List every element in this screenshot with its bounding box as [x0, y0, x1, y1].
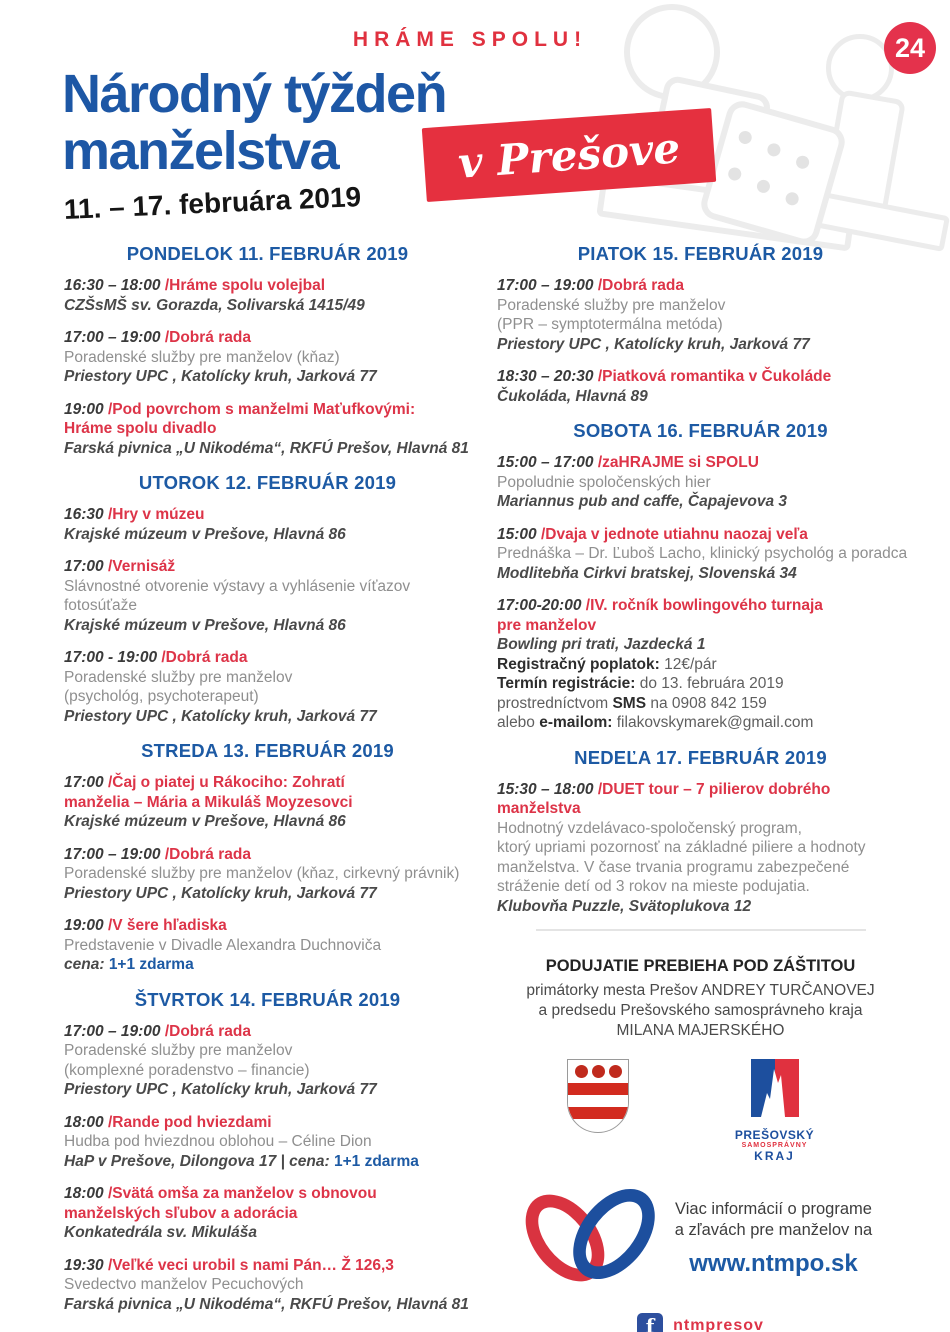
- event-text-plain: do 13. februára 2019: [639, 675, 784, 692]
- event-line: [497, 694, 904, 714]
- event-text-plain: 12€/pár: [664, 655, 717, 673]
- event-text-title: /Pod povrchom s manželmi Maťufkovými:: [107, 400, 416, 418]
- event-line: [497, 564, 904, 584]
- event-item: [64, 845, 471, 904]
- event-text-time: 15:30 – 18:00: [497, 780, 598, 798]
- 24-media-logo: 24: [884, 22, 936, 74]
- event-text-title: /Dobrá rada: [597, 277, 684, 294]
- event-text-desc: Poradenské služby pre manželov (kňaz, cirkevný právnik): [64, 865, 460, 882]
- event-text-title: /Dobrá rada: [164, 329, 251, 346]
- event-line: [64, 793, 471, 813]
- event-text-loc: Priestory UPC , Katolícky kruh, Jarková 77: [64, 368, 377, 385]
- event-text-title: /Dobrá rada: [164, 1022, 251, 1040]
- event-text-time: 18:00: [64, 1185, 108, 1202]
- event-text-desc: Prednáška – Dr. Ľuboš Lacho, klinický psychológ a poradca: [497, 545, 908, 562]
- event-text-title: pre manželov: [497, 616, 597, 634]
- event-line: [64, 1061, 471, 1081]
- event-line: [64, 400, 471, 420]
- event-text-time: 17:00 – 19:00: [497, 277, 598, 294]
- event-line: [64, 525, 471, 545]
- event-item: [64, 1184, 471, 1243]
- event-text-title: /Svätá omša za manželov s obnovou: [107, 1185, 377, 1202]
- event-text-bold: SMS: [612, 694, 651, 712]
- event-text-time: 17:00 – 19:00: [64, 1022, 165, 1040]
- poster-title: [62, 66, 446, 180]
- info-text: [675, 1199, 872, 1278]
- event-text-time: 19:30: [64, 1256, 108, 1274]
- event-line: [497, 367, 904, 387]
- event-line: [64, 707, 471, 727]
- event-line: [497, 799, 904, 819]
- event-text-loc: Priestory UPC , Katolícky kruh, Jarková 77: [64, 707, 377, 725]
- event-text-desc: Slávnostné otvorenie výstavy a vyhlásenie víťazov: [64, 577, 411, 595]
- event-line: [497, 897, 904, 917]
- event-text-title: /Vernisáž: [107, 558, 176, 575]
- event-item: [497, 276, 904, 354]
- event-text-loc: Farská pivnica „U Nikodéma“, RKFÚ Prešov, Hlavná 81: [64, 1295, 469, 1313]
- event-text-blue: 1+1 zdarma: [333, 1152, 419, 1170]
- event-text-loc: Priestory UPC , Katolícky kruh, Jarková 77: [64, 884, 377, 902]
- event-line: [64, 577, 471, 597]
- event-text-bold: Registračný poplatok:: [497, 655, 665, 673]
- event-line: [64, 1152, 471, 1172]
- event-item: [497, 367, 904, 406]
- event-line: [497, 296, 904, 316]
- event-text-title: manželských sľubov a adorácia: [64, 1204, 298, 1222]
- event-text-title: /DUET tour – 7 pilierov dobrého: [597, 780, 831, 798]
- event-item: [64, 557, 471, 635]
- day-header: PONDELOK 11. FEBRUÁR 2019: [126, 243, 409, 264]
- event-text-title: manželia – Mária a Mikuláš Moyzesovci: [64, 793, 353, 811]
- event-line: [497, 473, 904, 493]
- event-line: [497, 713, 904, 733]
- event-text-desc: Poradenské služby pre manželov: [64, 1042, 293, 1059]
- psk-region-logo: [715, 1059, 835, 1163]
- event-line: [497, 492, 904, 512]
- event-text-desc: Hudba pod hviezdnou oblohou – Céline Dion: [64, 1133, 372, 1150]
- facebook-row: [497, 1313, 904, 1332]
- patronage-line: a predsedu Prešovského samosprávneho kraja: [538, 1002, 863, 1019]
- event-text-time: 15:00: [497, 525, 541, 543]
- event-text-time: 19:00: [64, 917, 108, 934]
- event-line: [64, 505, 471, 525]
- event-line: [497, 838, 904, 858]
- event-text-bold: e-mailom:: [539, 714, 617, 731]
- event-line: [497, 315, 904, 335]
- event-item: [64, 400, 471, 459]
- event-text-time: 17:00 – 19:00: [64, 845, 165, 863]
- event-text-title: /IV. ročník bowlingového turnaja: [585, 597, 823, 614]
- event-text-loc: Konkatedrála sv. Mikuláša: [64, 1224, 257, 1241]
- event-line: [64, 557, 471, 577]
- event-text-time: 17:00: [64, 774, 108, 791]
- event-line: [497, 780, 904, 800]
- event-line: [64, 1132, 471, 1152]
- event-line: [64, 596, 471, 616]
- event-line: [497, 276, 904, 296]
- event-line: [64, 1022, 471, 1042]
- column-left: [64, 243, 471, 1332]
- event-item: [64, 505, 471, 544]
- event-line: [64, 1113, 471, 1133]
- event-text-loc: Modlitebňa Cirkvi bratskej, Slovenská 34: [497, 564, 797, 582]
- event-line: [64, 1223, 471, 1243]
- event-text-desc: Poradenské služby pre manželov (kňaz): [64, 348, 340, 366]
- event-line: [497, 635, 904, 655]
- event-text-title: /Dvaja v jednote utiahnu naozaj veľa: [540, 525, 808, 543]
- info-line-1: Viac informácií o programe: [675, 1199, 872, 1218]
- event-line: [64, 916, 471, 936]
- event-item: [64, 276, 471, 315]
- event-line: [64, 276, 471, 296]
- event-item: [64, 1256, 471, 1315]
- event-line: [64, 687, 471, 707]
- event-text-time: 18:30 – 20:30: [497, 368, 598, 385]
- day-header: UTOROK 12. FEBRUÁR 2019: [138, 472, 397, 493]
- event-text-title: /Dobrá rada: [164, 845, 251, 863]
- event-text-plain: filakovskymarek@gmail.com: [616, 714, 814, 731]
- event-text-title: /Hráme spolu volejbal: [164, 277, 326, 294]
- event-text-time: 17:00-20:00: [497, 597, 586, 614]
- event-line: [64, 1204, 471, 1224]
- event-text-loc: Krajské múzeum v Prešove, Hlavná 86: [64, 616, 346, 634]
- event-text-time: 16:30 – 18:00: [64, 277, 165, 294]
- event-line: [64, 1256, 471, 1276]
- presov-coat-of-arms-icon: [567, 1059, 629, 1133]
- event-text-desc: (komplexné poradenstvo – financie): [64, 1061, 310, 1079]
- event-text-desc: Poradenské služby pre manželov: [497, 296, 726, 314]
- event-text-bold: Termín registrácie:: [497, 675, 640, 692]
- date-range: 11. – 17. februára 2019: [63, 181, 362, 225]
- info-row: [497, 1179, 904, 1297]
- event-text-plain: na 0908 842 159: [650, 694, 767, 712]
- event-line: [497, 453, 904, 473]
- facebook-handle[interactable]: ntmpresov: [673, 1317, 764, 1332]
- event-line: [497, 674, 904, 694]
- event-item: [64, 328, 471, 387]
- footer: [497, 929, 904, 1332]
- event-text-title: /zaHRAJME si SPOLU: [597, 454, 759, 471]
- psk-logo-text-1: PREŠOVSKÝ: [734, 1128, 815, 1142]
- event-line: [64, 1275, 471, 1295]
- event-text-loc: Krajské múzeum v Prešove, Hlavná 86: [64, 525, 346, 543]
- event-text-loc: cena:: [64, 956, 109, 973]
- event-text-time: 17:00 - 19:00: [64, 649, 162, 666]
- info-line-2: a zľavách pre manželov na: [674, 1220, 873, 1239]
- event-text-time: 19:00: [64, 400, 108, 418]
- day-header: ŠTVRTOK 14. FEBRUÁR 2019: [134, 988, 401, 1010]
- event-text-title: /V šere hľadiska: [107, 917, 227, 934]
- event-text-title: /Čaj o piatej u Rákociho: Zohratí: [107, 774, 345, 791]
- event-line: [64, 296, 471, 316]
- event-text-loc: Mariannus pub and caffe, Čapajevova 3: [497, 493, 787, 510]
- event-line: [497, 877, 904, 897]
- event-item: [64, 773, 471, 832]
- event-line: [497, 858, 904, 878]
- event-line: [64, 773, 471, 793]
- event-line: [64, 884, 471, 904]
- event-line: [64, 348, 471, 368]
- event-text-loc: Farská pivnica „U Nikodéma“, RKFÚ Prešov, Hlavná 81: [64, 439, 469, 457]
- event-item: [497, 453, 904, 512]
- tagline: HRÁME SPOLU!: [352, 28, 588, 51]
- patronage-line: primátorky mesta Prešov ANDREY TURČANOVEJ: [526, 982, 875, 999]
- event-text-title: /Veľké veci urobil s nami Pán… Ž 126,3: [107, 1256, 394, 1274]
- patronage-line: MILANA MAJERSKÉHO: [616, 1022, 785, 1039]
- facebook-icon[interactable]: f: [637, 1313, 663, 1332]
- event-line: [64, 668, 471, 688]
- event-text-title: /Dobrá rada: [161, 649, 248, 666]
- event-item: [497, 525, 908, 584]
- program-content: [0, 243, 950, 1332]
- event-line: [64, 648, 471, 668]
- left-sections: [64, 243, 471, 1314]
- day-header: NEDEĽA 17. FEBRUÁR 2019: [574, 746, 827, 768]
- event-text-loc: Priestory UPC , Katolícky kruh, Jarková 77: [64, 1081, 377, 1098]
- event-line: [64, 1041, 471, 1061]
- event-text-time: 18:00: [64, 1113, 108, 1131]
- event-text-time: 17:00 – 19:00: [64, 329, 165, 346]
- event-text-title: /Piatková romantika v Čukoláde: [597, 368, 832, 385]
- event-line: [497, 819, 904, 839]
- event-line: [64, 419, 471, 439]
- day-header: PIATOK 15. FEBRUÁR 2019: [577, 243, 824, 264]
- event-text-desc: (PPR – symptotermálna metóda): [497, 316, 723, 333]
- event-text-desc: (psychológ, psychoterapeut): [64, 688, 259, 705]
- event-text-desc: Popoludnie spoločenských hier: [497, 473, 711, 491]
- event-text-desc: ktorý upriami pozornosť na základné piliere a hodnoty: [497, 839, 866, 856]
- event-text-loc: HaP v Prešove, Dilongova 17 | cena:: [64, 1152, 334, 1170]
- event-text-title: /Hry v múzeu: [107, 506, 205, 523]
- event-item: [64, 648, 471, 726]
- event-text-desc: Predstavenie v Divadle Alexandra Duchnoviča: [64, 936, 382, 954]
- event-line: [497, 525, 904, 545]
- title-line-2: manželstva: [62, 121, 339, 181]
- event-text-loc: Bowling pri trati, Jazdecká 1: [497, 636, 706, 653]
- event-text-loc: CZŠsMŠ sv. Gorazda, Solivarská 1415/49: [64, 296, 365, 314]
- event-text-desc: Hodnotný vzdelávaco-spoločenský program,: [497, 819, 802, 837]
- event-text-desc: manželstva. V čase trvania programu zabezpečené: [497, 858, 850, 876]
- event-text-loc: Priestory UPC , Katolícky kruh, Jarková 77: [497, 335, 810, 353]
- event-text-loc: Čukoláda, Hlavná 89: [497, 387, 648, 405]
- event-line: [64, 812, 471, 832]
- event-item: [497, 780, 904, 917]
- event-line: [64, 439, 471, 459]
- website-link[interactable]: www.ntmpo.sk: [689, 1249, 858, 1277]
- event-line: [64, 955, 471, 975]
- event-line: [64, 1295, 471, 1315]
- right-sections: [497, 243, 908, 916]
- event-item: [64, 1113, 471, 1172]
- event-text-time: 16:30: [64, 506, 108, 523]
- event-item: [64, 916, 471, 975]
- day-header: STREDA 13. FEBRUÁR 2019: [141, 740, 394, 761]
- event-text-loc: Klubovňa Puzzle, Svätoplukova 12: [497, 897, 752, 915]
- psk-castle-icon: [747, 1059, 803, 1121]
- event-text-title: Hráme spolu divadlo: [64, 420, 217, 437]
- event-line: [64, 845, 471, 865]
- event-text-loc: Krajské múzeum v Prešove, Hlavná 86: [64, 813, 346, 830]
- title-line-1: Národný týždeň: [62, 64, 447, 124]
- event-item: [497, 596, 904, 733]
- event-line: [497, 596, 904, 616]
- event-line: [64, 1184, 471, 1204]
- event-text-desc: stráženie detí od 3 rokov na mieste podujatia.: [497, 878, 810, 895]
- event-line: [497, 387, 904, 407]
- event-line: [64, 864, 471, 884]
- event-line: [64, 1080, 471, 1100]
- event-text-blue: 1+1 zdarma: [108, 956, 194, 973]
- banner-text: v Prešove: [456, 122, 682, 188]
- event-line: [64, 936, 471, 956]
- event-line: [497, 335, 904, 355]
- event-text-title: /Rande pod hviezdami: [107, 1113, 272, 1131]
- ntm-rings-heart-icon: [529, 1179, 657, 1297]
- event-text-plain: alebo: [497, 714, 540, 731]
- psk-logo-text-2: SAMOSPRÁVNY: [741, 1142, 808, 1149]
- event-text-desc: Poradenské služby pre manželov: [64, 668, 293, 686]
- psk-logo-text-3: KRAJ: [754, 1149, 795, 1163]
- event-text-desc: Svedectvo manželov Pecuchových: [64, 1276, 304, 1293]
- divider: [536, 929, 866, 931]
- event-text-title: manželstva: [497, 800, 581, 817]
- event-text-desc: fotosúťaže: [64, 597, 138, 614]
- event-item: [64, 1022, 471, 1100]
- event-line: [64, 367, 471, 387]
- event-line: [497, 655, 904, 675]
- logos-row: [497, 1059, 904, 1163]
- column-right: [497, 243, 908, 1332]
- patronage-title: PODUJATIE PREBIEHA POD ZÁŠTITOU: [545, 957, 856, 975]
- event-text-plain: prostredníctvom: [497, 694, 613, 712]
- event-line: [64, 328, 471, 348]
- event-text-time: 15:00 – 17:00: [497, 454, 598, 471]
- event-text-time: 17:00: [64, 558, 108, 575]
- event-line: [497, 544, 908, 564]
- day-header: SOBOTA 16. FEBRUÁR 2019: [573, 420, 828, 441]
- event-line: [64, 616, 471, 636]
- event-line: [497, 616, 904, 636]
